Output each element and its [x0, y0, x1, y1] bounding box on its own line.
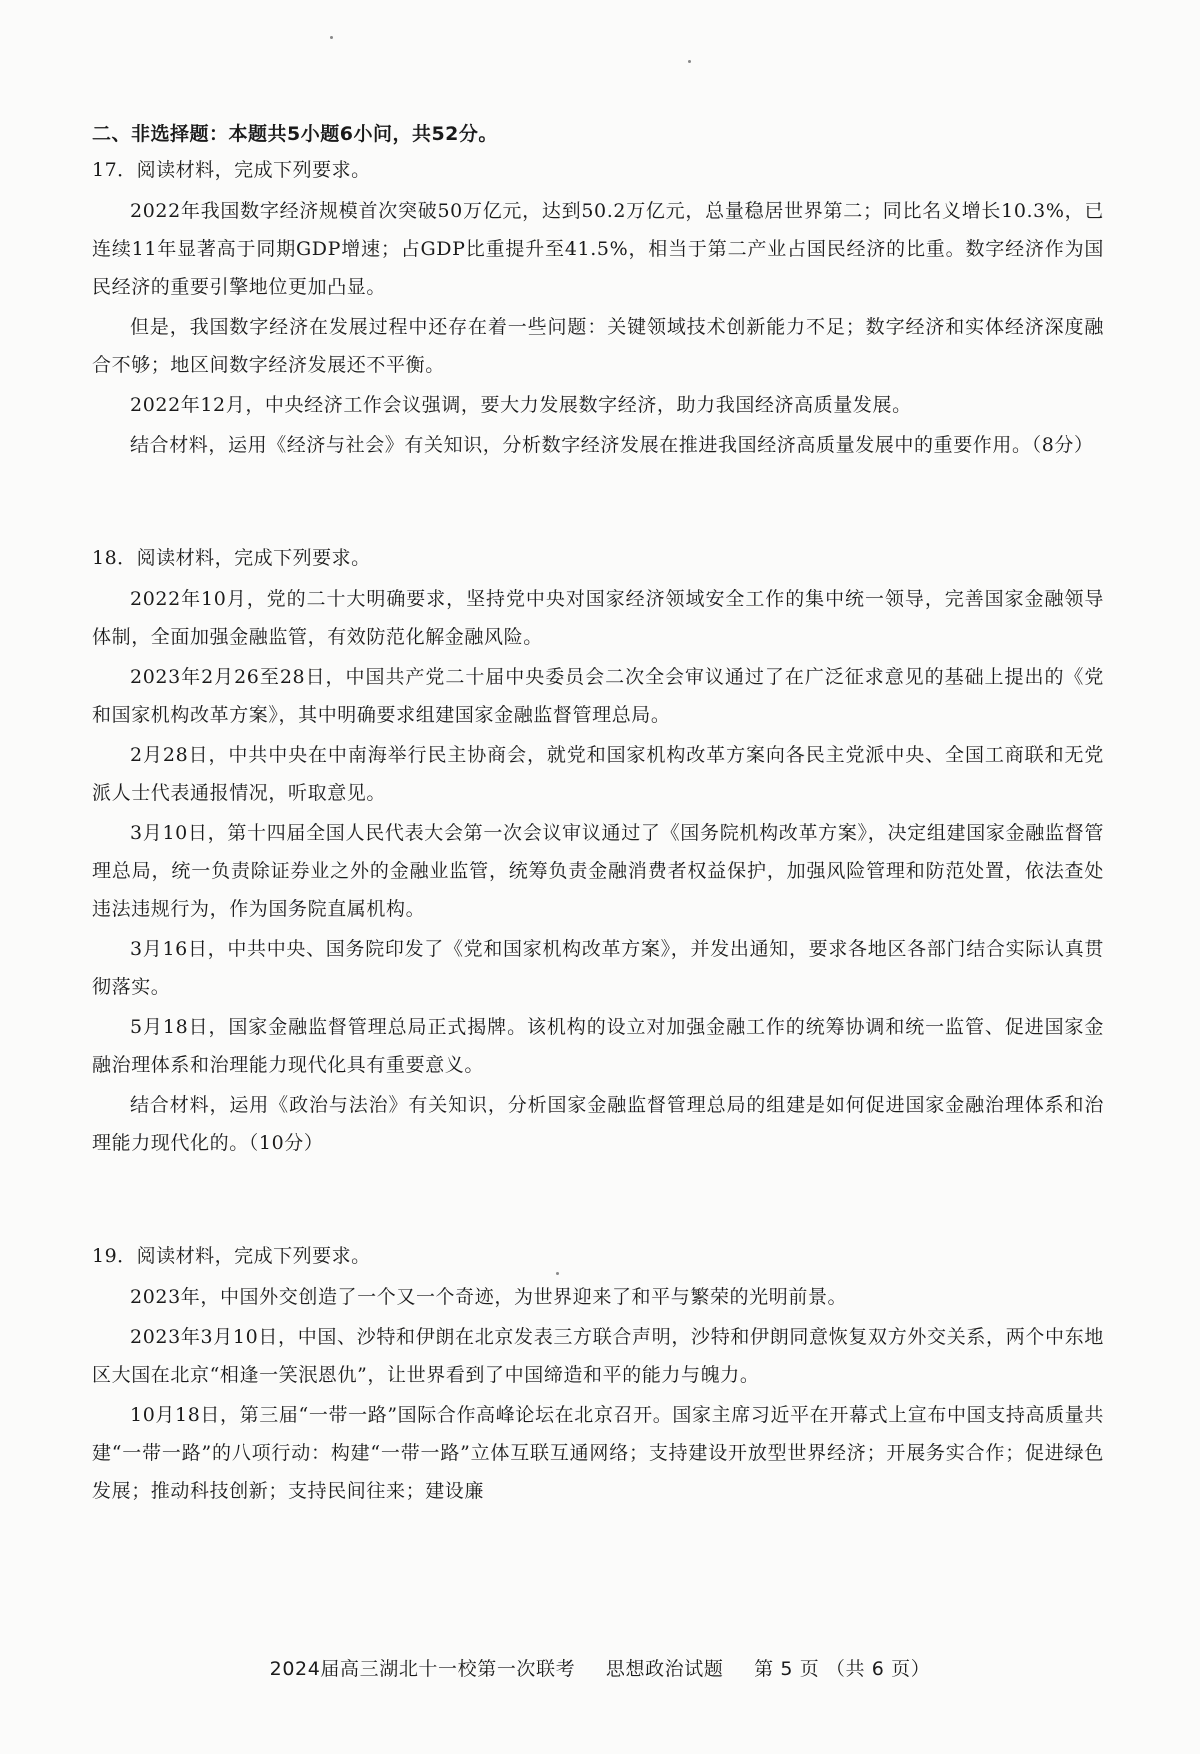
question-17-title: 17．阅读材料，完成下列要求。 [92, 159, 371, 181]
footer-exam-name: 2024届高三湖北十一校第一次联考 [269, 1658, 576, 1680]
question-18-title: 18．阅读材料，完成下列要求。 [92, 547, 371, 569]
q17-paragraph-1: 2022年我国数字经济规模首次突破50万亿元，达到50.2万亿元，总量稳居世界第二；同比名义增长10.3%，已连续11年显著高于同期GDP增速；占GDP比重提升至41.5%，相当于第二产业占国民经济的比重。数字经济作为国民经济的重要引擎地位更加凸显。 [92, 200, 1104, 298]
scan-speck [688, 60, 691, 63]
q18-paragraph-7: 结合材料，运用《政治与法治》有关知识，分析国家金融监督管理总局的组建是如何促进国家金融治理体系和治理能力现代化的。（10分） [92, 1094, 1104, 1154]
q18-paragraph-6: 5月18日，国家金融监督管理总局正式揭牌。该机构的设立对加强金融工作的统筹协调和统一监管、促进国家金融治理体系和治理能力现代化具有重要意义。 [92, 1016, 1104, 1076]
q19-paragraph-3: 10月18日，第三届“一带一路”国际合作高峰论坛在北京召开。国家主席习近平在开幕式上宣布中国支持高质量共建“一带一路”的八项行动：构建“一带一路”立体互联互通网络；支持建设开放型世界经济；开展务实合作；促进绿色发展；推动科技创新；支持民间往来；建设廉 [92, 1404, 1104, 1502]
question-19-title: 19．阅读材料，完成下列要求。 [92, 1245, 371, 1267]
scan-speck [556, 1272, 559, 1275]
scan-speck [330, 36, 333, 39]
question-17 [92, 154, 1104, 464]
q17-paragraph-2: 但是，我国数字经济在发展过程中还存在着一些问题：关键领域技术创新能力不足；数字经济和实体经济深度融合不够；地区间数字经济发展还不平衡。 [92, 316, 1104, 376]
q18-paragraph-5: 3月16日，中共中央、国务院印发了《党和国家机构改革方案》，并发出通知，要求各地区各部门结合实际认真贯彻落实。 [92, 938, 1104, 998]
footer-page-number: 第 5 页 （共 6 页） [754, 1658, 931, 1680]
section-heading: 二、非选择题：本题共5小题6小问，共52分。 [92, 123, 498, 145]
q18-paragraph-4: 3月10日，第十四届全国人民代表大会第一次会议审议通过了《国务院机构改革方案》，决定组建国家金融监督管理总局，统一负责除证券业之外的金融业监管，统筹负责金融消费者权益保护，加强风险管理和防范处置，依法查处违法违规行为，作为国务院直属机构。 [92, 822, 1104, 920]
q17-paragraph-3: 2022年12月，中央经济工作会议强调，要大力发展数字经济，助力我国经济高质量发展。 [130, 394, 912, 416]
q19-paragraph-1: 2023年，中国外交创造了一个又一个奇迹，为世界迎来了和平与繁荣的光明前景。 [130, 1286, 848, 1308]
answer-space-18 [92, 1164, 1104, 1240]
q18-paragraph-1: 2022年10月，党的二十大明确要求，坚持党中央对国家经济领域安全工作的集中统一领导，完善国家金融领导体制，全面加强金融监管，有效防范化解金融风险。 [92, 588, 1104, 648]
answer-space-17 [92, 466, 1104, 542]
page-footer [0, 1654, 1200, 1681]
question-18 [92, 542, 1104, 1162]
page-content [92, 118, 1104, 1512]
q18-paragraph-3: 2月28日，中共中央在中南海举行民主协商会，就党和国家机构改革方案向各民主党派中央、全国工商联和无党派人士代表通报情况，听取意见。 [92, 744, 1104, 804]
question-19 [92, 1240, 1104, 1510]
q19-paragraph-2: 2023年3月10日，中国、沙特和伊朗在北京发表三方联合声明，沙特和伊朗同意恢复双方外交关系，两个中东地区大国在北京“相逢一笑泯恩仇”，让世界看到了中国缔造和平的能力与魄力。 [92, 1326, 1104, 1386]
q17-paragraph-4: 结合材料，运用《经济与社会》有关知识，分析数字经济发展在推进我国经济高质量发展中的重要作用。（8分） [130, 434, 1094, 456]
footer-subject: 思想政治试题 [605, 1658, 724, 1680]
q18-paragraph-2: 2023年2月26至28日，中国共产党二十届中央委员会二次全会审议通过了在广泛征求意见的基础上提出的《党和国家机构改革方案》，其中明确要求组建国家金融监督管理总局。 [92, 666, 1104, 726]
